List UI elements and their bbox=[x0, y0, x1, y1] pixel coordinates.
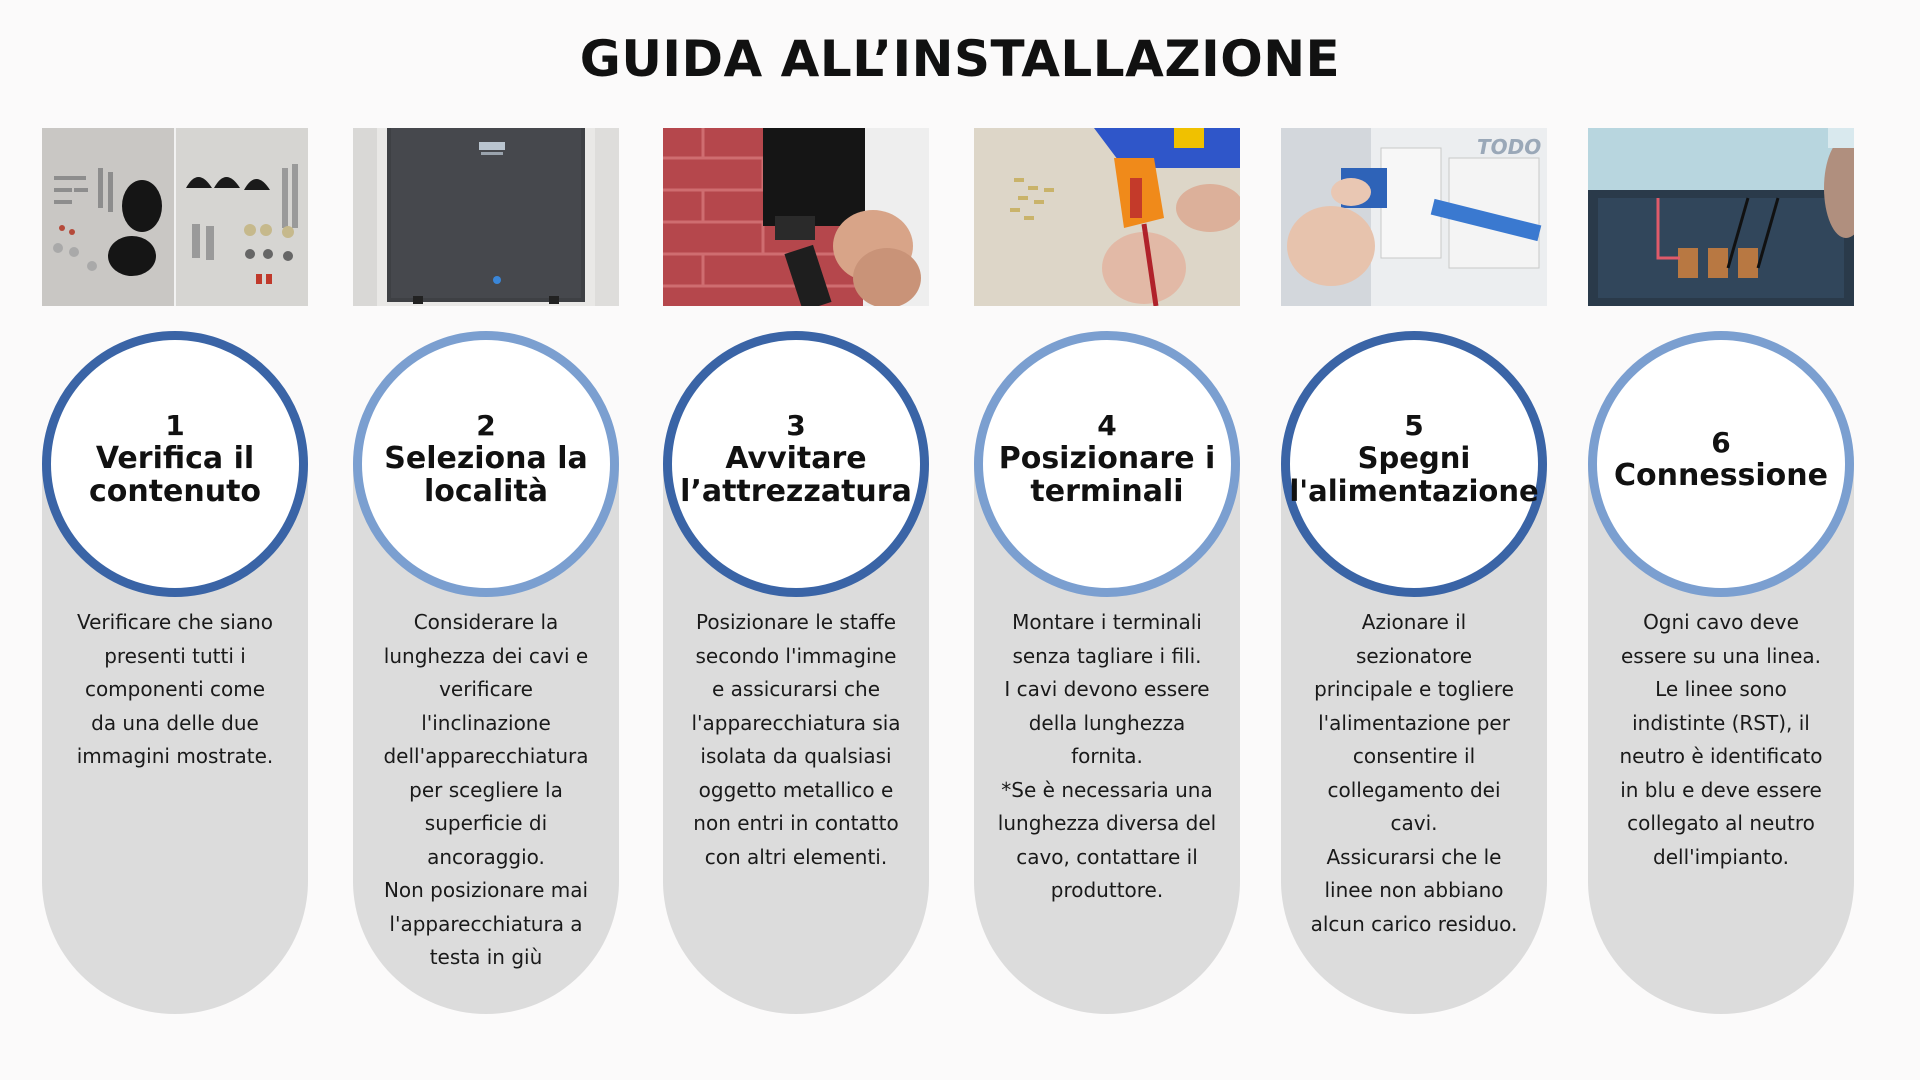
step-badge bbox=[353, 331, 619, 597]
device-box-photo bbox=[353, 128, 619, 306]
step-4 bbox=[974, 128, 1240, 1014]
page-title: GUIDA ALL’INSTALLAZIONE bbox=[579, 30, 1341, 88]
step-description: Montare i terminali senza tagliare i fili. I cavi devono essere della lunghezza fornita. *Se è necessaria una lunghezza diversa del cavo, contattare il produttore. bbox=[997, 610, 1217, 902]
step-1 bbox=[42, 128, 308, 1014]
step-3 bbox=[663, 128, 929, 1014]
step-title: Connessione bbox=[1614, 457, 1828, 493]
step-badge bbox=[1281, 331, 1547, 597]
main-switch-photo bbox=[1281, 128, 1547, 306]
step-description: Posizionare le staffe secondo l'immagine e assicurarsi che l'apparecchiatura sia isolata da qualsiasi oggetto metallico e non entri in contatto con altri elementi. bbox=[691, 610, 901, 869]
step-badge bbox=[663, 331, 929, 597]
step-description: Azionare il sezionatore principale e togliere l'alimentazione per consentire il collegamento dei cavi. Assicurarsi che le linee non abbiano alcun carico residuo. bbox=[1310, 610, 1518, 936]
step-2 bbox=[353, 128, 619, 1014]
step-number: 5 bbox=[1404, 409, 1424, 442]
step-description: Verificare che siano presenti tutti i componenti come da una delle due immagini mostrate. bbox=[76, 610, 274, 768]
step-badge bbox=[1588, 331, 1854, 597]
step-title: Posizionare i terminali bbox=[998, 441, 1216, 509]
step-number: 2 bbox=[476, 409, 496, 442]
screwing-device-photo bbox=[663, 128, 929, 306]
step-description: Ogni cavo deve essere su una linea. Le linee sono indistinte (RST), il neutro è identificato in blu e deve essere collegato al neutro dell'impianto. bbox=[1619, 610, 1823, 869]
kit-components-photo bbox=[42, 128, 308, 306]
crimping-terminals-photo bbox=[974, 128, 1240, 306]
step-badge bbox=[974, 331, 1240, 597]
step-title: Spegni l'alimentazione bbox=[1289, 441, 1539, 508]
step-number: 4 bbox=[1097, 409, 1117, 442]
step-badge bbox=[42, 331, 308, 597]
step-number: 3 bbox=[786, 409, 806, 442]
step-5 bbox=[1281, 128, 1547, 1014]
step-title: Seleziona la località bbox=[384, 441, 588, 509]
step-number: 6 bbox=[1711, 425, 1731, 459]
step-title: Avvitare l’attrezzatura bbox=[680, 441, 912, 509]
step-title: Verifica il contenuto bbox=[88, 441, 262, 509]
step-6 bbox=[1588, 128, 1854, 1014]
panel-connection-photo bbox=[1588, 128, 1854, 306]
step-description: Considerare la lunghezza dei cavi e verificare l'inclinazione dell'apparecchiatura per scegliere la superficie di ancoraggio. Non posizionare mai l'apparecchiatura a testa in giù bbox=[383, 610, 589, 969]
photo-brand-text: TODO bbox=[1477, 135, 1542, 159]
step-number: 1 bbox=[165, 409, 185, 442]
